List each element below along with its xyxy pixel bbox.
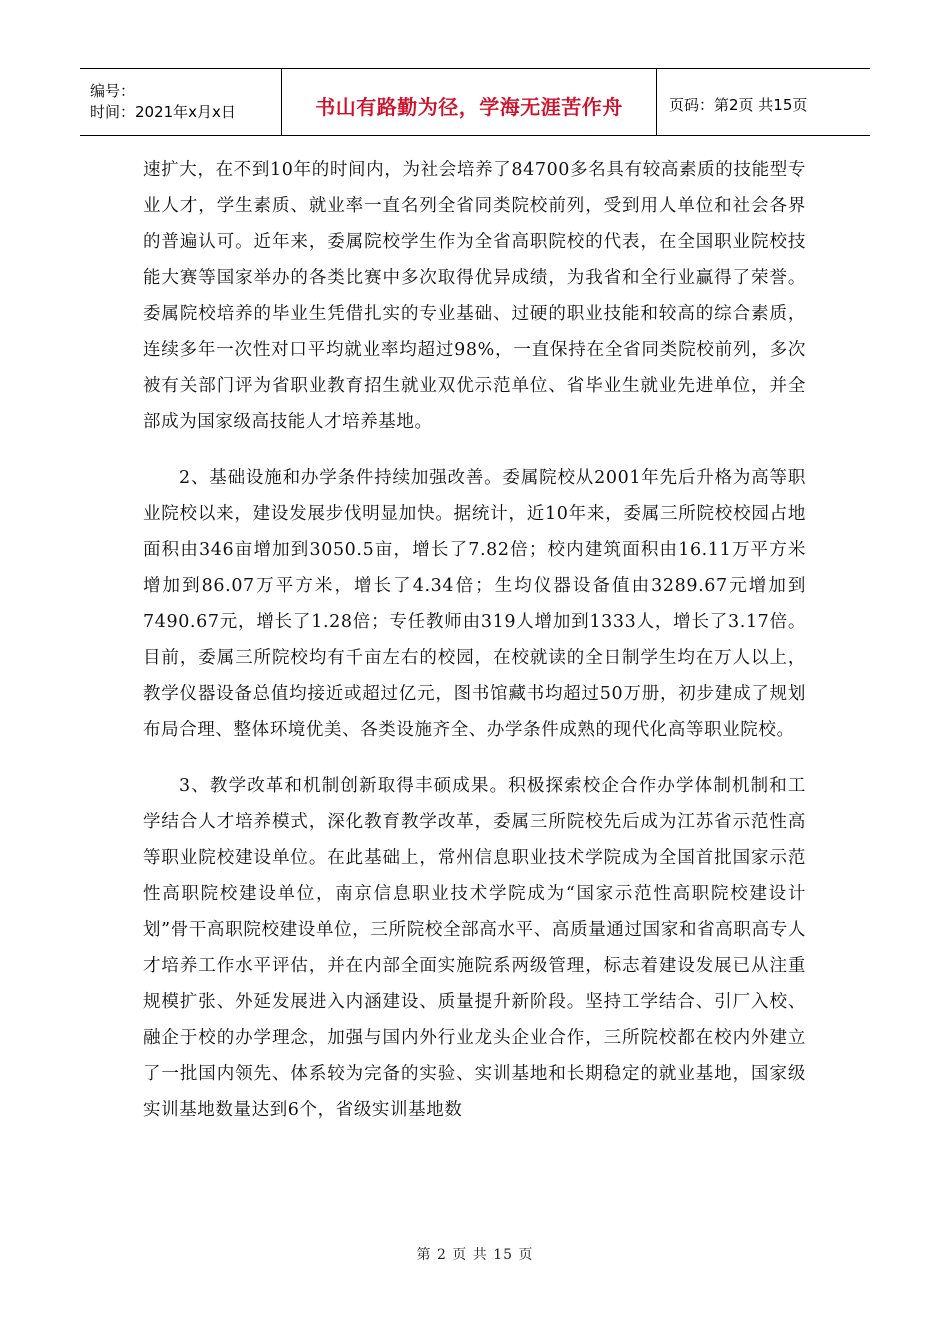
- document-number-label: 编号：: [90, 82, 136, 100]
- header-page-info: 页码：第2页 共15页: [669, 95, 808, 114]
- header-motto-cell: [282, 69, 657, 135]
- paragraph-infrastructure: 2、基础设施和办学条件持续加强改善。委属院校从2001年先后升格为高等职业院校以来，建设发展步伐明显加快。据统计，近10年来，委属三所院校校园占地面积由346亩增加到3050.5亩，增长了7.82倍；校内建筑面积由16.11万平方米增加到86.07万平方米，增长了4.34倍；生均仪器设备值由3289.67元增加到7490.67元，增长了1.28倍；专任教师由319人增加到1333人，增长了3.17倍。目前，委属三所院校均有千亩左右的校园，在校就读的全日制学生均在万人以上，教学仪器设备总值均接近或超过亿元，图书馆藏书均超过50万册，初步建成了规划布局合理、整体环境优美、各类设施齐全、办学条件成熟的现代化高等职业院校。: [143, 468, 806, 740]
- header-motto: 书山有路勤为径，学海无涯苦作舟: [315, 94, 623, 119]
- page-header: [80, 68, 870, 136]
- header-meta: [80, 69, 282, 135]
- document-date-label: 时间：2021年x月x日: [90, 103, 236, 121]
- paragraph-teaching-reform: 3、教学改革和机制创新取得丰硕成果。积极探索校企合作办学体制机制和工学结合人才培养模式，深化教育教学改革，委属三所院校先后成为江苏省示范性高等职业院校建设单位。在此基础上，常州信息职业技术学院成为全国首批国家示范性高职院校建设单位，南京信息职业技术学院成为“国家示范性高职院校建设计划”骨干高职院校建设单位，三所院校全部高水平、高质量通过国家和省高职高专人才培养工作水平评估，并在内部全面实施院系两级管理，标志着建设发展已从注重规模扩张、外延发展进入内涵建设、质量提升新阶段。坚持工学结合、引厂入校、融企于校的办学理念，加强与国内外行业龙头企业合作，三所院校都在校内外建立了一批国内领先、体系较为完备的实验、实训基地和长期稳定的就业基地，国家级实训基地数量达到6个，省级实训基地数: [143, 776, 806, 1120]
- paragraph-continuation: 速扩大，在不到10年的时间内，为社会培养了84700多名具有较高素质的技能型专业人才，学生素质、就业率一直名列全省同类院校前列，受到用人单位和社会各界的普遍认可。近年来，委属院校学生作为全省高职院校的代表，在全国职业院校技能大赛等国家举办的各类比赛中多次取得优异成绩，为我省和全行业赢得了荣誉。委属院校培养的毕业生凭借扎实的专业基础、过硬的职业技能和较高的综合素质，连续多年一次性对口平均就业率均超过98%，一直保持在全省同类院校前列，多次被有关部门评为省职业教育招生就业双优示范单位、省毕业生就业先进单位，并全部成为国家级高技能人才培养基地。: [143, 160, 806, 432]
- page-footer: 第 2 页 共 15 页: [416, 1247, 534, 1263]
- document-body: [143, 152, 806, 1148]
